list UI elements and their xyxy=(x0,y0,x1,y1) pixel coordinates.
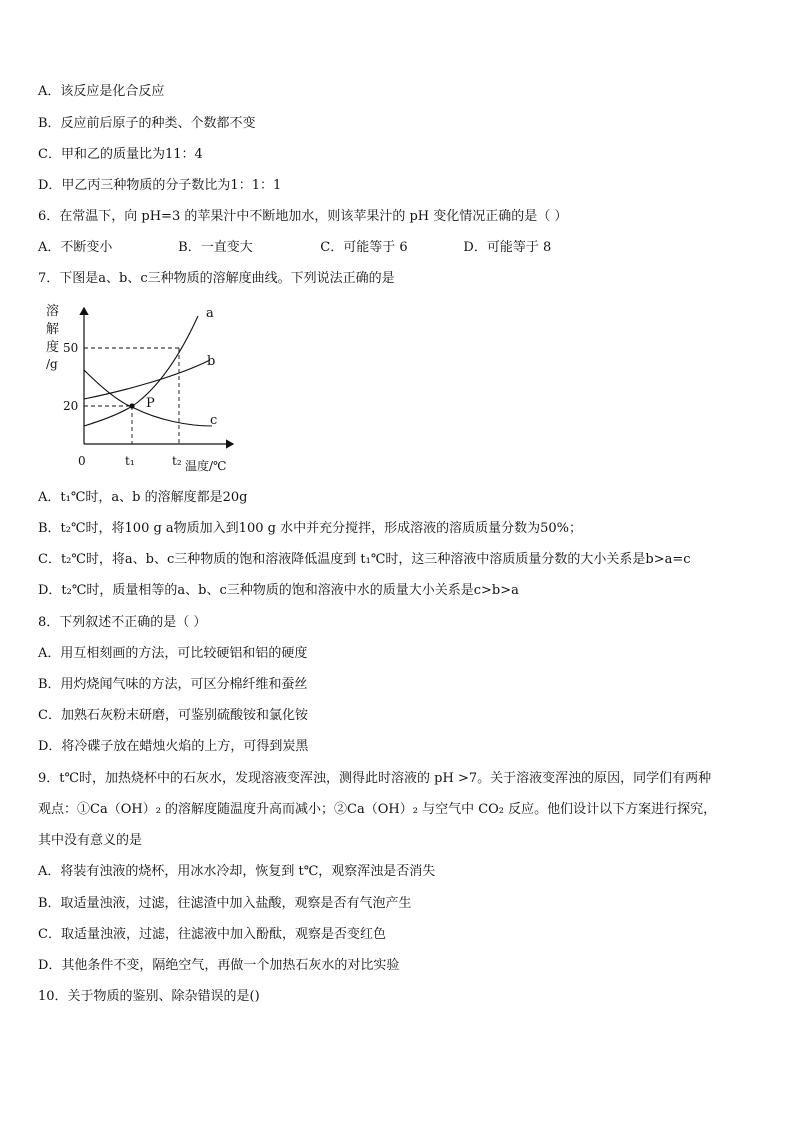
text-line-q9c: C．取适量浊液，过滤，往滤液中加入酚酞，观察是否变红色 xyxy=(38,927,386,942)
text-line-q10: 10．关于物质的鉴别、除杂错误的是() xyxy=(38,989,260,1004)
y-axis-label-1: 溶 xyxy=(46,304,60,319)
text-line-q5b: B．反应前后原子的种类、个数都不变 xyxy=(38,116,256,131)
text-line-q7a: A．t₁℃时，a、b 的溶解度都是20g xyxy=(38,490,248,505)
text-line-q5d: D．甲乙丙三种物质的分子数比为1：1：1 xyxy=(38,178,282,193)
text-line-q7: 7．下图是a、b、c三种物质的溶解度曲线。下列说法正确的是 xyxy=(38,271,395,286)
text-line-q8: 8．下列叙述不正确的是（ ） xyxy=(38,615,207,630)
curve-a xyxy=(84,316,198,426)
curve-a-label: a xyxy=(206,306,214,321)
solubility-curve-figure xyxy=(38,298,260,476)
y-axis-label-2: 解 xyxy=(46,322,60,337)
q6-option-b: B．一直变大 xyxy=(178,240,253,255)
q6-option-d: D．可能等于 8 xyxy=(463,240,552,255)
text-line-q8d: D．将冷碟子放在蜡烛火焰的上方，可得到炭黑 xyxy=(38,739,309,754)
point-p xyxy=(129,403,134,408)
text-line-q5c: C．甲和乙的质量比为11：4 xyxy=(38,147,203,162)
text-line-q9d: D．其他条件不变，隔绝空气，再做一个加热石灰水的对比实验 xyxy=(38,958,400,973)
text-line-q6: 6．在常温下，向 pH=3 的苹果汁中不断地加水，则该苹果汁的 pH 变化情况正确的是（ ） xyxy=(38,209,568,224)
x-tick-t1: t₁ xyxy=(125,454,135,468)
text-line-q7d: D．t₂℃时，质量相等的a、b、c三种物质的饱和溶液中水的质量大小关系是c>b>a xyxy=(38,583,519,598)
x-axis-label: 温度/℃ xyxy=(185,459,227,473)
curve-b xyxy=(84,360,210,399)
text-line-q9l1: 9．t℃时，加热烧杯中的石灰水，发现溶液变浑浊，测得此时溶液的 pH >7。关于溶液变浑浊的原因，同学们有两种 xyxy=(38,771,712,786)
x-tick-t2: t₂ xyxy=(172,454,182,468)
curve-c-label: c xyxy=(210,413,218,428)
text-line-q9a: A．将装有浊液的烧杯，用冰水冷却，恢复到 t℃，观察浑浊是否消失 xyxy=(38,864,436,879)
text-line-q7b: B．t₂℃时，将100 g a物质加入到100 g 水中并充分搅拌，形成溶液的溶质质量分数为50%； xyxy=(38,521,582,536)
q6-option-a: A．不断变小 xyxy=(38,240,113,255)
curve-b-label: b xyxy=(207,354,216,369)
text-line-q9b: B．取适量浊液，过滤，往滤渣中加入盐酸，观察是否有气泡产生 xyxy=(38,896,412,911)
q6-option-c: C．可能等于 6 xyxy=(320,240,408,255)
origin-label: 0 xyxy=(78,454,86,468)
text-line-q8a: A．用互相刻画的方法，可比较硬铝和铝的硬度 xyxy=(38,646,308,661)
y-tick-20: 20 xyxy=(63,399,79,413)
text-line-q8c: C．加熟石灰粉末研磨，可鉴别硫酸铵和氯化铵 xyxy=(38,708,308,723)
point-p-label: P xyxy=(146,396,155,411)
y-axis-label-3: 度 xyxy=(46,340,60,355)
text-line-q9l2: 观点：①Ca（OH）₂ 的溶解度随温度升高而减小；②Ca（OH）₂ 与空气中 CO₂ 反应。他们设计以下方案进行探究， xyxy=(38,802,717,817)
y-axis-label-4: /g xyxy=(46,357,58,371)
text-line-q8b: B．用灼烧闻气味的方法，可区分棉纤维和蚕丝 xyxy=(38,677,308,692)
text-line-q5a: A．该反应是化合反应 xyxy=(38,84,165,99)
y-tick-50: 50 xyxy=(63,341,79,355)
text-line-q9l3: 其中没有意义的是 xyxy=(38,833,143,848)
q6-options xyxy=(38,239,551,257)
text-line-q7c: C．t₂℃时，将a、b、c三种物质的饱和溶液降低温度到 t₁℃时，这三种溶液中溶质质量分数的大小关系是b>a=c xyxy=(38,552,691,567)
